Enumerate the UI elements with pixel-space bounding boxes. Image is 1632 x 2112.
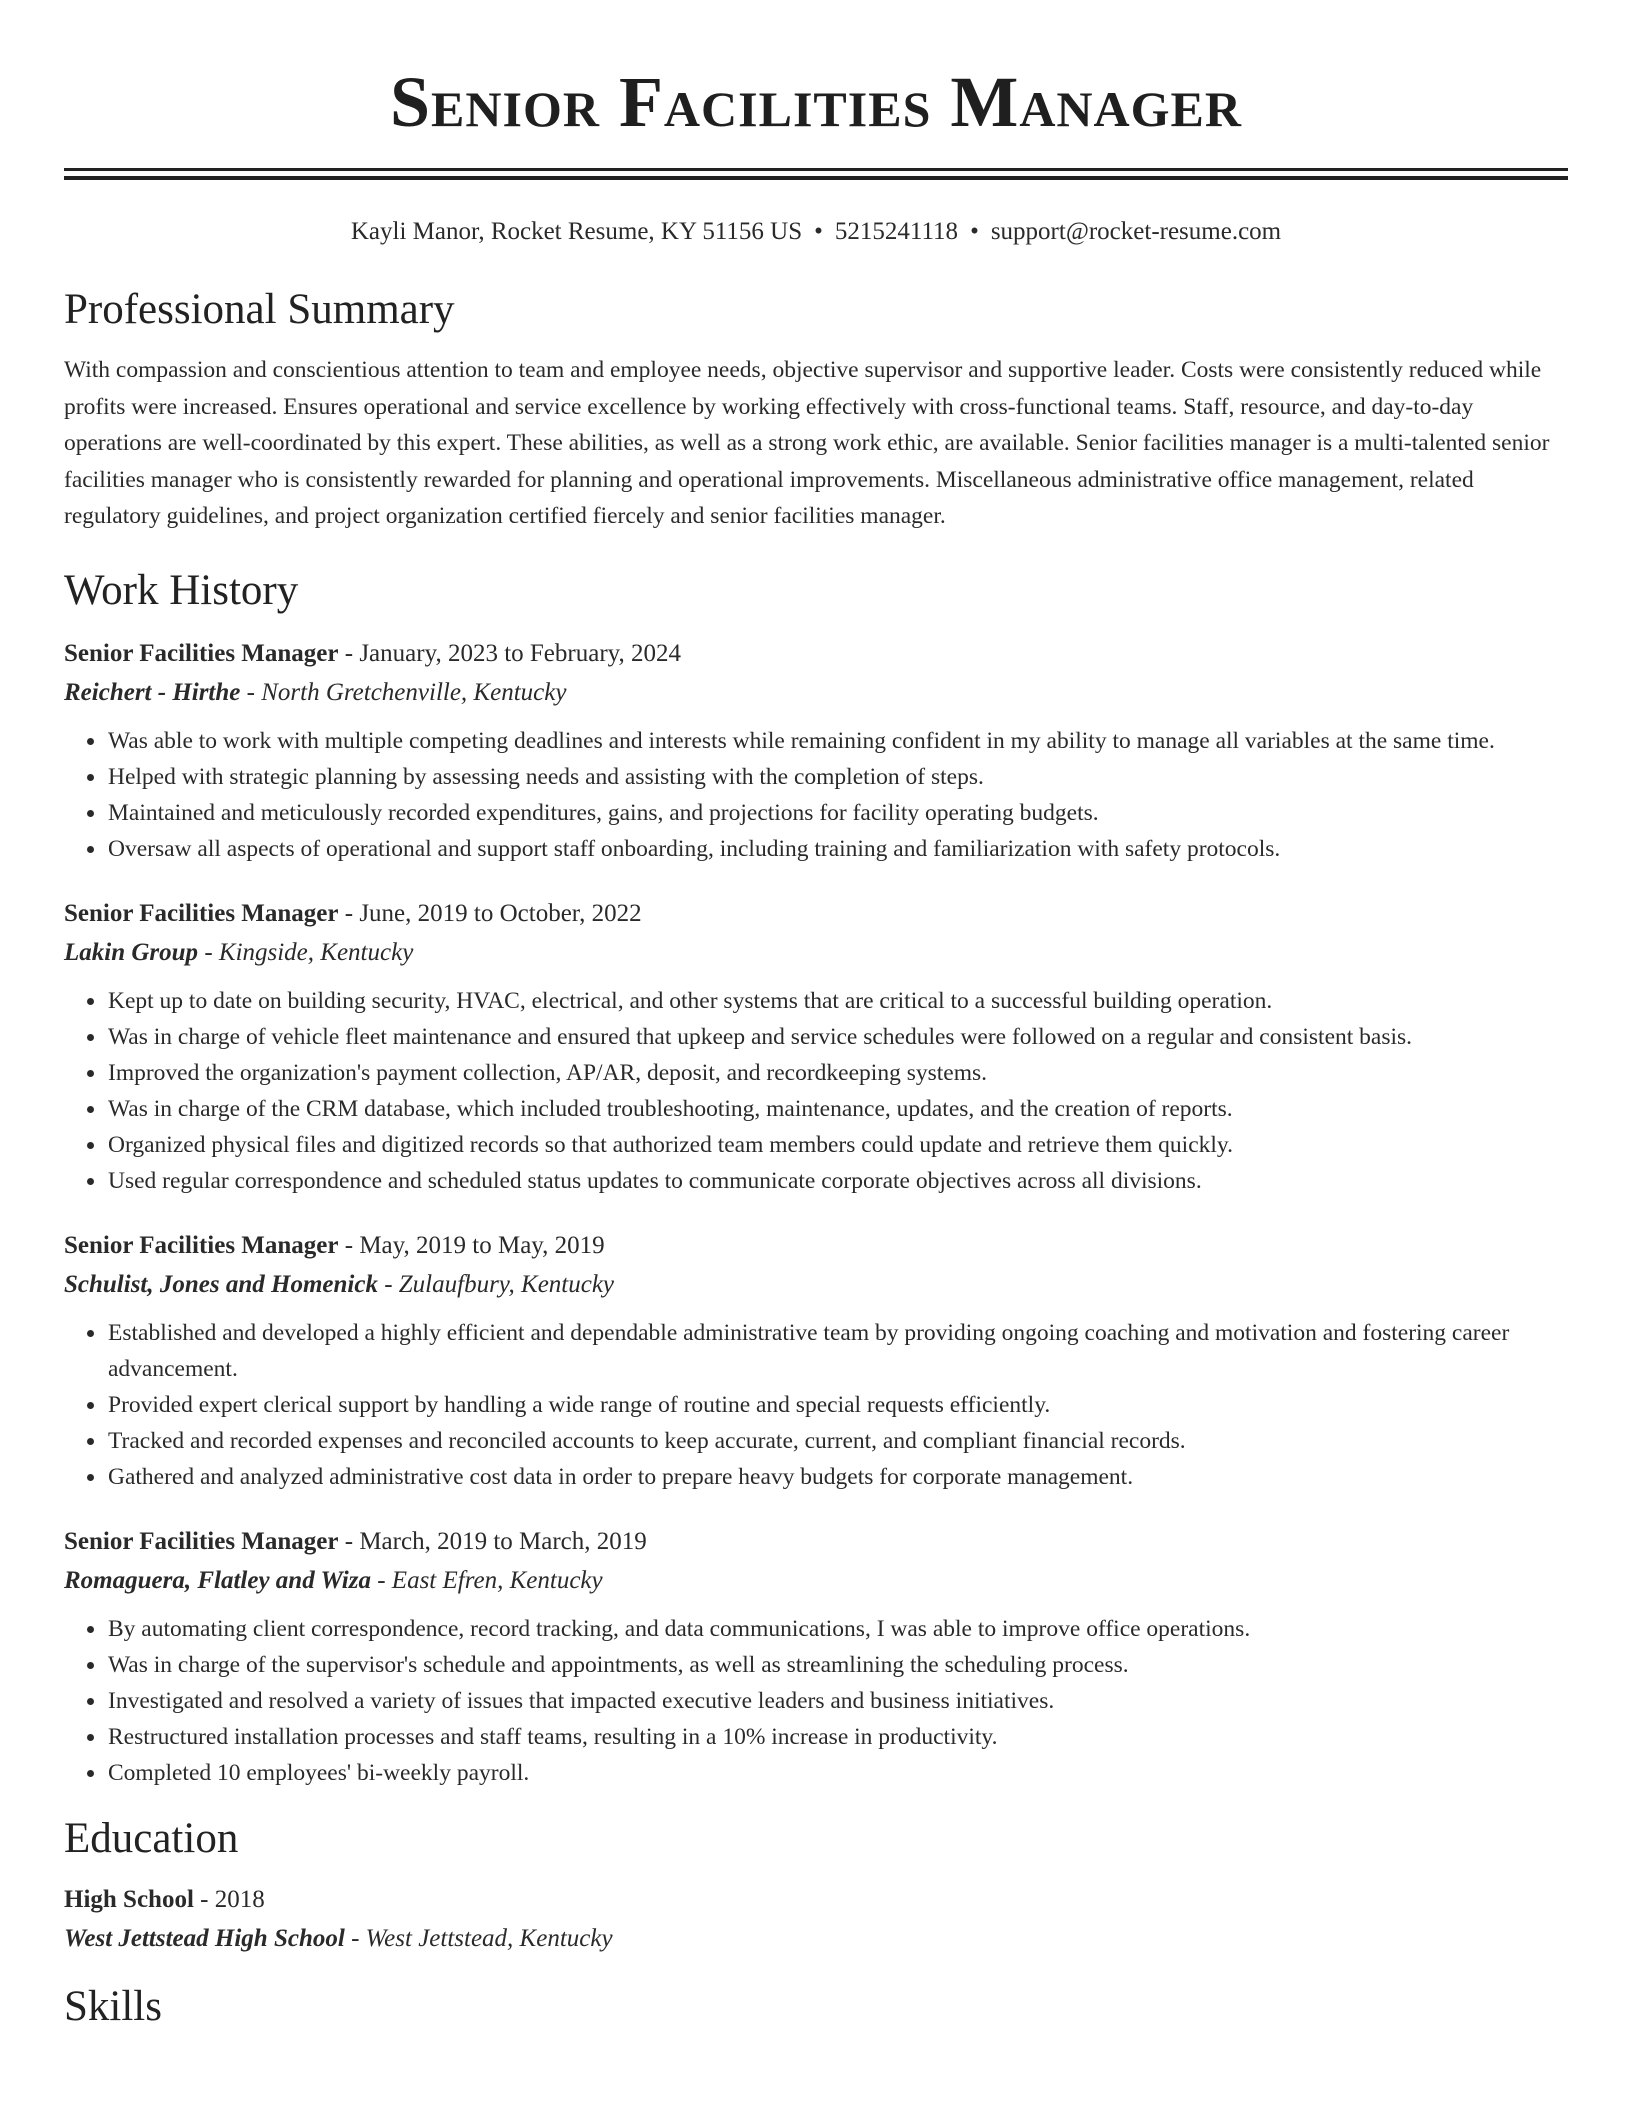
- job-bullet: • Gathered and analyzed administrative cost data in order to prepare heavy budgets for corporate management.: [107, 1459, 1568, 1495]
- contact-line: [64, 216, 1568, 248]
- job-bullet: • Investigated and resolved a variety of issues that impacted executive leaders and business initiatives.: [107, 1683, 1568, 1719]
- job-bullet: • Provided expert clerical support by handling a wide range of routine and special requests efficiently.: [107, 1387, 1568, 1423]
- job-dates: - January, 2023 to February, 2024: [338, 639, 682, 667]
- job-company: Romaguera, Flatley and Wiza: [64, 1566, 371, 1594]
- job-entry: [64, 1523, 1568, 1791]
- contact-phone: 5215241118: [834, 218, 959, 245]
- job-bullet: • Was in charge of the supervisor's schedule and appointments, as well as streamlining the scheduling process.: [107, 1647, 1568, 1683]
- job-role: Senior Facilities Manager: [64, 1527, 339, 1555]
- education-degree-line: [64, 1881, 1568, 1919]
- job-location: - Zulaufbury, Kentucky: [377, 1270, 615, 1298]
- job-title-line: [64, 1523, 1568, 1561]
- job-company: Reichert - Hirthe: [64, 678, 241, 706]
- work-history-heading: Work History: [64, 566, 299, 614]
- job-bullet: • Completed 10 employees' bi-weekly payroll.: [107, 1755, 1568, 1791]
- education-location: - West Jettstead, Kentucky: [344, 1924, 613, 1952]
- contact-separator: •: [814, 218, 823, 245]
- job-bullet: • Kept up to date on building security, HVAC, electrical, and other systems that are critical to a successful building operation.: [107, 983, 1568, 1019]
- job-dates: - March, 2019 to March, 2019: [338, 1527, 647, 1555]
- contact-address: Kayli Manor, Rocket Resume, KY 51156 US: [350, 218, 803, 245]
- contact-separator: •: [970, 218, 979, 245]
- job-bullets: [64, 1611, 1568, 1791]
- job-entry: [64, 635, 1568, 867]
- job-bullet: • Was in charge of the CRM database, which included troubleshooting, maintenance, updates, and the creation of reports.: [107, 1091, 1568, 1127]
- job-entry: [64, 1227, 1568, 1495]
- title-divider-bottom: [64, 176, 1568, 180]
- job-role: Senior Facilities Manager: [64, 899, 339, 927]
- job-location: - East Efren, Kentucky: [370, 1566, 603, 1594]
- job-bullet: • Restructured installation processes and staff teams, resulting in a 10% increase in productivity.: [107, 1719, 1568, 1755]
- job-bullet: • Oversaw all aspects of operational and support staff onboarding, including training and familiarization with safety protocols.: [107, 831, 1568, 867]
- skills-heading: Skills: [64, 1982, 162, 2030]
- job-bullet: • Established and developed a highly efficient and dependable administrative team by providing ongoing coaching and motivation and fostering career advancement.: [107, 1315, 1568, 1387]
- job-dates: - May, 2019 to May, 2019: [338, 1231, 605, 1259]
- job-title-line: [64, 1227, 1568, 1265]
- job-bullet: • Used regular correspondence and scheduled status updates to communicate corporate objectives across all divisions.: [107, 1163, 1568, 1199]
- job-dates: - June, 2019 to October, 2022: [338, 899, 642, 927]
- job-location: - North Gretchenville, Kentucky: [240, 678, 567, 706]
- job-bullet: • Improved the organization's payment collection, AP/AR, deposit, and recordkeeping systems.: [107, 1055, 1568, 1091]
- job-title-line: [64, 635, 1568, 673]
- job-company-line: [64, 1561, 1568, 1601]
- education-school: West Jettstead High School: [64, 1924, 345, 1952]
- education-degree: High School: [64, 1885, 194, 1913]
- summary-text: With compassion and conscientious attention to team and employee needs, objective supervisor and supportive leader. Costs were consistently reduced while profits were increased. Ensures operational and service excellence by working effectively with cross-functional teams. Staff, resource, and day-to-day operations are well-coordinated by this expert. These abilities, as well as a strong work ethic, are available. Senior facilities manager is a multi-talented senior facilities manager who is consistently rewarded for planning and operational improvements. Miscellaneous administrative office management, related regulatory guidelines, and project organization certified fiercely and senior facilities manager.: [64, 357, 1550, 529]
- job-bullet: • Helped with strategic planning by assessing needs and assisting with the completion of steps.: [107, 759, 1568, 795]
- job-role: Senior Facilities Manager: [64, 639, 339, 667]
- title-divider-top: [64, 168, 1568, 171]
- job-bullets: [64, 1315, 1568, 1495]
- job-company-line: [64, 933, 1568, 973]
- resume-title: Senior Facilities Manager: [389, 62, 1243, 142]
- job-company-line: [64, 673, 1568, 713]
- job-company: Schulist, Jones and Homenick: [64, 1270, 378, 1298]
- job-bullets: [64, 723, 1568, 867]
- job-bullet: • Organized physical files and digitized records so that authorized team members could update and retrieve them quickly.: [107, 1127, 1568, 1163]
- summary-heading: Professional Summary: [64, 286, 455, 333]
- job-bullet: • Tracked and recorded expenses and reconciled accounts to keep accurate, current, and compliant financial records.: [107, 1423, 1568, 1459]
- job-bullet: • Was in charge of vehicle fleet maintenance and ensured that upkeep and service schedules were followed on a regular and consistent basis.: [107, 1019, 1568, 1055]
- education-school-line: [64, 1919, 1568, 1959]
- education-entry: [64, 1881, 1568, 1959]
- job-title-line: [64, 895, 1568, 933]
- job-company-line: [64, 1265, 1568, 1305]
- job-bullet: • By automating client correspondence, record tracking, and data communications, I was able to improve office operations.: [107, 1611, 1568, 1647]
- job-bullet: • Maintained and meticulously recorded expenditures, gains, and projections for facility operating budgets.: [107, 795, 1568, 831]
- contact-email[interactable]: support@rocket-resume.com: [990, 218, 1282, 245]
- job-company: Lakin Group: [64, 938, 199, 966]
- job-entry: [64, 895, 1568, 1199]
- job-bullet: • Was able to work with multiple competing deadlines and interests while remaining confident in my ability to manage all variables at the same time.: [107, 723, 1568, 759]
- education-heading: Education: [64, 1814, 239, 1862]
- education-year: - 2018: [193, 1885, 265, 1913]
- job-role: Senior Facilities Manager: [64, 1231, 339, 1259]
- job-bullets: [64, 983, 1568, 1199]
- job-location: - Kingside, Kentucky: [198, 938, 414, 966]
